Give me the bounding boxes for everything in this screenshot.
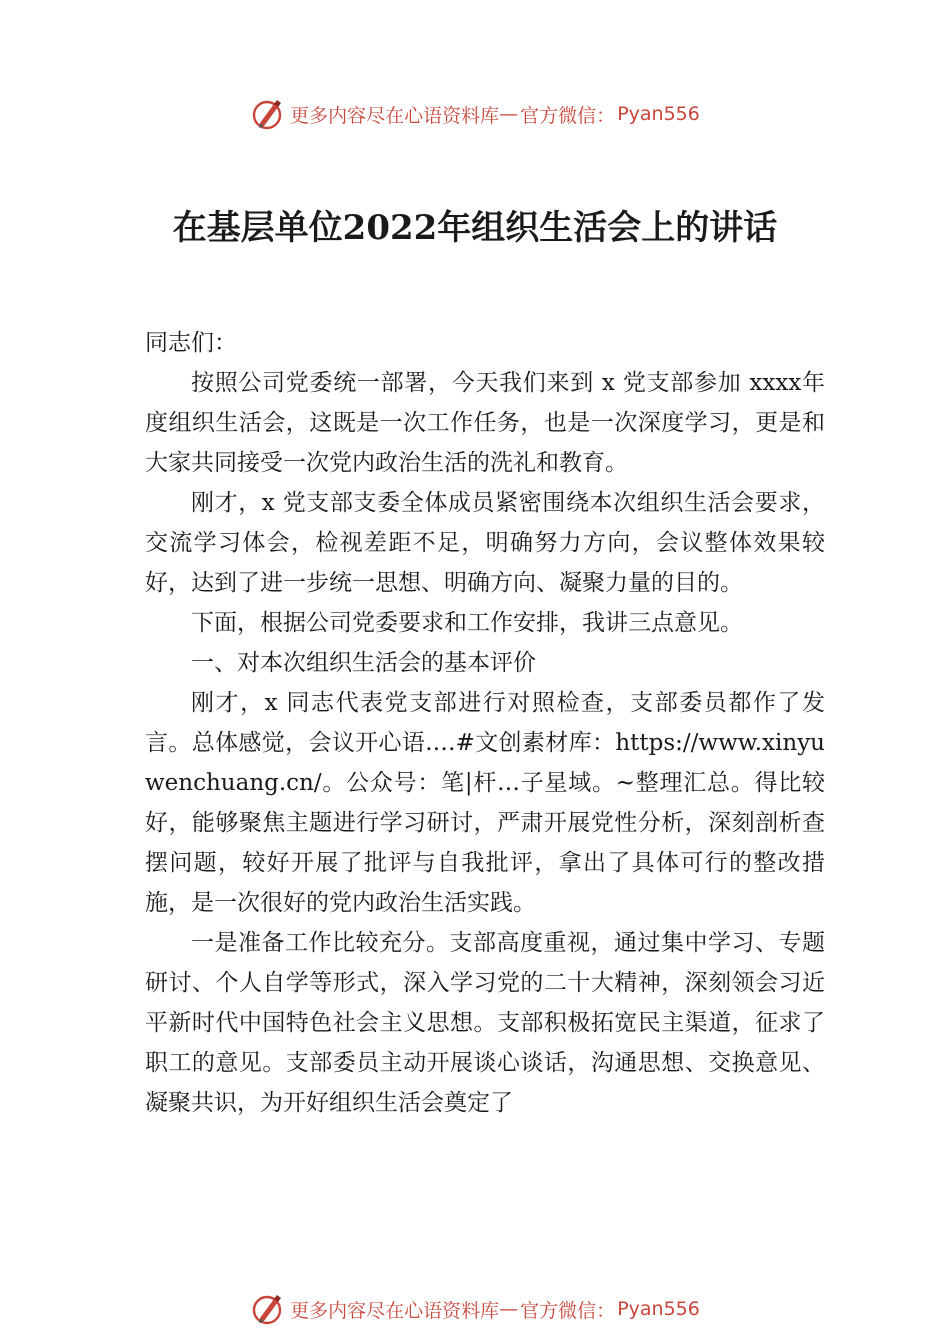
paragraph: 刚才，x 党支部支委全体成员紧密围绕本次组织生活会要求，交流学习体会，检视差距不足，明确努力方向，会议整体效果较好，达到了进一步统一思想、明确方向、凝聚力量的目的。 — [145, 490, 825, 596]
document-title: 在基层单位2022年组织生活会上的讲话 — [172, 208, 778, 248]
pen-circle-logo-icon — [250, 96, 286, 132]
footer-banner — [0, 1289, 950, 1329]
paragraph: 刚才，x 同志代表党支部进行对照检查，支部委员都作了发言。总体感觉，会议开心语.…#文创素材库：https://www.xinyuwenchuang.cn/。公众号：笔|杆…子星域。~整理汇总。得比较好，能够聚焦主题进行学习研讨，严肃开展党性分析，深刻剖析查摆问题，较好开展了批评与自我批评，拿出了具体可行的整改措施，是一次很好的党内政治生活实践。 — [145, 690, 825, 916]
banner-wechat-id: Pyan556 — [617, 103, 700, 125]
banner-separator: — — [499, 1298, 519, 1320]
banner-brand-text: 更多内容尽在心语资料库 — [290, 104, 500, 127]
banner-brand-text: 更多内容尽在心语资料库 — [290, 1299, 500, 1322]
paragraph: 下面，根据公司党委要求和工作安排，我讲三点意见。 — [191, 610, 743, 636]
header-banner — [0, 94, 950, 134]
document-body — [145, 323, 825, 1123]
banner-wechat-id: Pyan556 — [617, 1298, 700, 1320]
banner-wechat-label: 官方微信： — [520, 1299, 616, 1322]
banner-wechat-label: 官方微信： — [520, 104, 616, 127]
salutation: 同志们： — [145, 330, 237, 356]
pen-circle-logo-icon — [250, 1291, 286, 1327]
paragraph: 一是准备工作比较充分。支部高度重视，通过集中学习、专题研讨、个人自学等形式，深入学习党的二十大精神，深刻领会习近平新时代中国特色社会主义思想。支部积极拓宽民主渠道，征求了职工的意见。支部委员主动开展谈心谈话，沟通思想、交换意见、凝聚共识，为开好组织生活会奠定了 — [145, 930, 825, 1116]
section-heading: 一、对本次组织生活会的基本评价 — [191, 650, 536, 676]
paragraph: 按照公司党委统一部署，今天我们来到 x 党支部参加 xxxx年度组织生活会，这既是一次工作任务，也是一次深度学习，更是和大家共同接受一次党内政治生活的洗礼和教育。 — [145, 370, 825, 476]
banner-separator: — — [499, 103, 519, 125]
